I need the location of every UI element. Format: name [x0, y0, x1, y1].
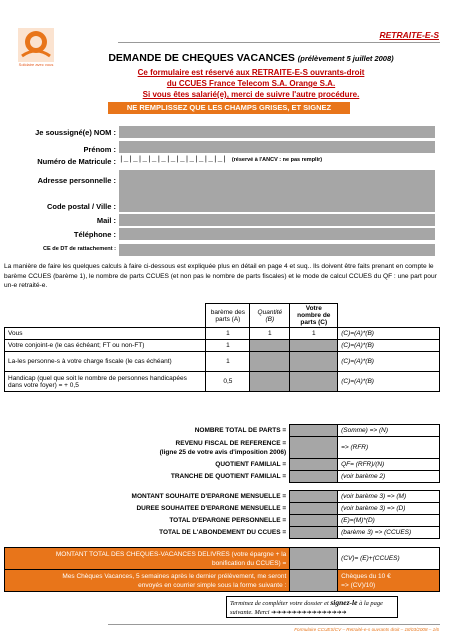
notice-line-3[interactable]: Si vous êtes salarié(e), merci de suivre l'autre procédure.: [142, 90, 360, 99]
sign-reminder: [226, 596, 398, 618]
envoi-input[interactable]: [290, 570, 338, 592]
col-a-header: barème des parts (A): [206, 304, 250, 328]
rfr-input[interactable]: [290, 437, 338, 459]
montant-total-line-2: bonification du CCUES) =: [212, 559, 287, 567]
row-formula: (C)=(A)*(B): [338, 372, 440, 392]
tranche-label: TRANCHE DE QUOTIENT FAMILIAL =: [170, 473, 287, 480]
row-formula: (C)=(A)*(B): [338, 328, 440, 340]
reminder-text-c: à la page: [359, 600, 383, 607]
ce-field[interactable]: [119, 244, 435, 256]
table-row: [5, 570, 440, 592]
matricule-label: Numéro de Matricule :: [37, 157, 116, 166]
matricule-field: [119, 156, 322, 164]
postal-label: Code postal / Ville :: [46, 202, 116, 211]
title-main: DEMANDE DE CHEQUES VACANCES: [108, 52, 295, 64]
postal-field[interactable]: [119, 200, 435, 212]
montant-total-label: [5, 548, 290, 570]
tranche-formula: (voir barème 2): [338, 471, 440, 483]
instruction-banner: NE REMPLISSEZ QUE LES CHAMPS GRISES, ET SIGNEZ: [108, 102, 350, 114]
table-row: [4, 459, 440, 471]
name-label: Je soussigné(e) NOM :: [35, 128, 116, 137]
rfr-label: [4, 437, 290, 459]
row-c-input[interactable]: [290, 352, 338, 372]
table-row: [4, 491, 440, 503]
table-row: [5, 372, 440, 392]
row-a: 1: [206, 328, 250, 340]
duree-input[interactable]: [290, 503, 338, 515]
sign-reminder-line-1: [230, 598, 394, 608]
montant-label: MONTANT SOUHAITE D'EPARGNE MENSUELLE =: [131, 493, 287, 500]
qf-input[interactable]: [290, 459, 338, 471]
total-parts-label: NOMBRE TOTAL DE PARTS =: [194, 427, 287, 434]
reminder-text-2: suivante. Merci: [230, 609, 270, 616]
total-ep-label: TOTAL D'EPARGNE PERSONNELLE =: [169, 517, 287, 524]
row-c-input[interactable]: [290, 340, 338, 352]
total-ep-formula: (E)=(M)*(D): [338, 515, 440, 527]
row-b-input[interactable]: [250, 340, 290, 352]
row-b: 1: [250, 328, 290, 340]
footer-divider: [108, 624, 440, 625]
notice-line-2: du CCUES France Telecom S.A. Orange S.A.: [166, 79, 336, 88]
row-c-input[interactable]: [290, 372, 338, 392]
envoi-formula-1: Chèques du 10 €: [341, 572, 391, 580]
abond-label: TOTAL DE L'ABONDEMENT DU CCUES =: [159, 529, 287, 536]
envoi-formula: [338, 570, 440, 592]
total-ep-input[interactable]: [290, 515, 338, 527]
envoi-label: [5, 570, 290, 592]
epargne-table: [4, 490, 440, 539]
page-title: [60, 52, 442, 64]
montant-total-line-1: MONTANT TOTAL DES CHEQUES-VACANCES DELIVRES (votre épargne + la: [55, 550, 287, 558]
table-row: [4, 503, 440, 515]
rfr-line-1: REVENU FISCAL DE REFERENCE =: [175, 439, 287, 447]
abond-formula: (barème 3) => (CCUES): [338, 527, 440, 539]
address-field[interactable]: [119, 170, 435, 200]
col-b-header: Quantité (B): [250, 304, 290, 328]
row-label: Vous: [5, 328, 206, 340]
row-a: 0,5: [206, 372, 250, 392]
doc-tag: RETRAITE-E-S: [379, 30, 439, 40]
reminder-text-a: Terminez de compléter votre dossier et: [230, 600, 329, 607]
logo-text: Solidaire avec vous: [18, 62, 54, 67]
row-b-input[interactable]: [250, 352, 290, 372]
row-label: La-les personne-s à votre charge fiscale (le cas échéant): [5, 352, 206, 372]
row-label: Handicap (quel que soit le nombre de personnes handicapées dans votre foyer) = + 0,5: [5, 372, 206, 392]
total-parts-input[interactable]: [290, 425, 338, 437]
reminder-sign: signez-le: [330, 598, 358, 607]
row-formula: (C)=(A)*(B): [338, 352, 440, 372]
table-row: [4, 437, 440, 459]
notice-line-1: Ce formulaire est réservé aux RETRAITE-E-S ouvrants-droit: [137, 68, 365, 77]
envoi-formula-2: => (CV)/10): [341, 581, 376, 589]
qf-table: [4, 424, 440, 483]
rfr-line-2: (ligne 25 de votre avis d'imposition 2006): [159, 448, 287, 456]
col-c-header: Votre nombre de parts (C): [290, 304, 338, 328]
sign-reminder-line-2: [230, 608, 394, 618]
table-row: [5, 548, 440, 570]
duree-formula: (voir barème 3) => (D): [338, 503, 440, 515]
row-a: 1: [206, 352, 250, 372]
tranche-input[interactable]: [290, 471, 338, 483]
table-row: [5, 352, 440, 372]
qf-formula: QF= (RFR)/(N): [338, 459, 440, 471]
header-divider: [118, 42, 440, 43]
table-row: [5, 340, 440, 352]
montant-total-input[interactable]: [290, 548, 338, 570]
parts-table: [4, 303, 440, 392]
row-a: 1: [206, 340, 250, 352]
montant-total-formula: (CV)= (E)+(CCUES): [338, 548, 440, 570]
row-label: Votre conjoint-e (le cas échéant; FT ou non-FT): [5, 340, 206, 352]
title-sub: (prélèvement 5 juillet 2008): [297, 54, 394, 63]
montant-input[interactable]: [290, 491, 338, 503]
row-b-input[interactable]: [250, 372, 290, 392]
qf-label: QUOTIENT FAMILIAL =: [215, 461, 287, 468]
abond-input[interactable]: [290, 527, 338, 539]
mail-field[interactable]: [119, 214, 435, 226]
matricule-boxes: |_|_|_|_|_|_|_|_|_|_|_|: [119, 156, 228, 164]
matricule-note: (réservé à l'ANCV : ne pas remplir): [231, 157, 323, 163]
table-row: [4, 515, 440, 527]
mail-label: Mail :: [96, 216, 116, 225]
montant-formula: (voir barème 3) => (M): [338, 491, 440, 503]
phone-field[interactable]: [119, 228, 435, 240]
total-parts-formula: (Somme) => (N): [338, 425, 440, 437]
parts-header-row: [5, 304, 440, 328]
page-info: Formulaire CCUES/CV – Retraité-e-s ouvrants droit – 18/03/2008 – 1/6: [294, 627, 439, 632]
summary-table: [4, 547, 440, 592]
table-row: [4, 425, 440, 437]
envoi-line-2: envoyés en courrier simple sous la forme suivante :: [138, 581, 287, 589]
table-row: [4, 527, 440, 539]
intro-paragraph: La manière de faire les quelques calculs à faire ci-dessous est expliquée plus en détail en page 4 et suq.. Ils doivent être faits prenant en compte le barème CCUES (barème 1), le nombre de parts CCUES (et non pas le nombre de parts fiscales) et le mode de calcul CCUES du QF : une part pour un-e retraité-e.: [4, 263, 437, 289]
duree-label: DUREE SOUHAITEE D'EPARGNE MENSUELLE =: [136, 505, 287, 512]
address-label: Adresse personnelle :: [37, 176, 116, 185]
firstname-label: Prénom :: [83, 145, 116, 154]
table-row: [5, 328, 440, 340]
firstname-field[interactable]: [119, 141, 435, 153]
rfr-formula: => (RFR): [338, 437, 440, 459]
phone-label: Téléphone :: [73, 230, 116, 239]
arrow-right-icon: ➔➔➔➔➔➔➔➔➔➔➔➔➔➔➔: [271, 610, 347, 616]
row-formula: (C)=(A)*(B): [338, 340, 440, 352]
name-field[interactable]: [119, 126, 435, 138]
envoi-line-1: Mes Chèques Vacances, 5 semaines après le dernier prélèvement, me seront: [62, 572, 287, 580]
table-row: [4, 471, 440, 483]
row-c: 1: [290, 328, 338, 340]
ce-label: CE de DT de rattachement :: [42, 246, 116, 252]
